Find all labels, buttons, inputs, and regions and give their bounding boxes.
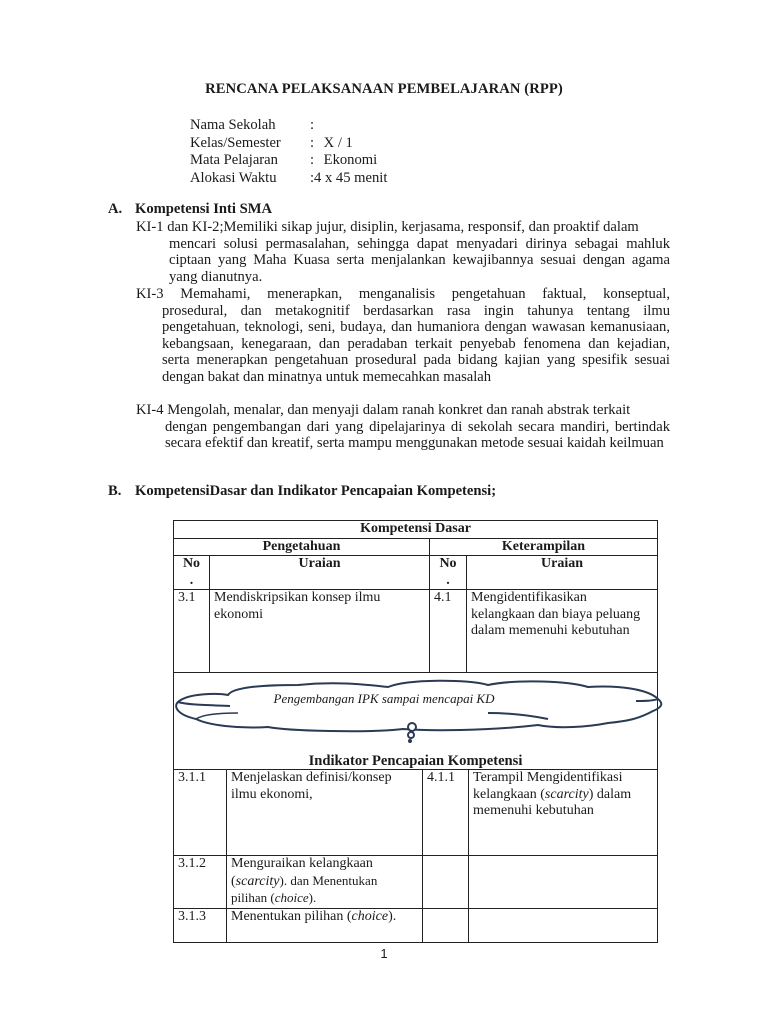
kd-number: 3.1	[174, 590, 210, 673]
info-row-subject	[190, 152, 387, 170]
kd-description: Mengidentifikasikan kelangkaan dan biaya peluang dalam memenuhi kebutuhan	[467, 590, 658, 673]
table-group-row	[174, 538, 658, 556]
ipk-number	[423, 908, 469, 942]
table-row	[174, 590, 658, 673]
column-header-no: No .	[430, 556, 467, 590]
table-row	[174, 856, 658, 909]
page-number: 1	[380, 946, 388, 961]
info-block	[190, 117, 387, 187]
info-separator: :	[310, 169, 315, 186]
ki-3-paragraph	[136, 286, 670, 386]
ipk-number: 3.1.3	[174, 908, 227, 942]
info-separator: :	[310, 134, 315, 151]
info-value: 4 x 45 menit	[314, 169, 388, 186]
cloud-callout-text: Pengembangan IPK sampai mencapai KD	[273, 691, 495, 706]
info-label: Kelas/Semester	[190, 134, 281, 151]
ki-1-2-paragraph	[136, 219, 670, 285]
section-title: KompetensiDasar dan Indikator Pencapaian Kompetensi;	[135, 483, 497, 499]
ki-continuation: mencari solusi permasalahan, sehingga dapat menyadari dirinya sebagai mahluk ciptaan yang Maha Kuasa serta menjalankan kewajibannya sesuai dengan agama yang dianutnya.	[169, 235, 670, 285]
ki-continuation: dengan pengembangan dari yang dipelajarinya di sekolah secara mandiri, bertindak secara efektif dan kreatif, serta mampu menggunakan metode sesuai kaidah keilmuan	[165, 418, 670, 452]
column-header-uraian: Uraian	[210, 556, 430, 590]
section-title: Kompetensi Inti SMA	[135, 201, 273, 217]
ki-first-line: KI-3 Memahami, menerapkan, menganalisis pengetahuan faktual, konseptual,	[136, 286, 670, 302]
info-separator: :	[310, 117, 315, 133]
column-header-no: No .	[174, 556, 210, 590]
ipk-description: Terampil Mengidentifikasi kelangkaan (scarcity) dalam memenuhi kebutuhan	[469, 770, 658, 856]
ipk-table	[173, 769, 658, 943]
info-label: Nama Sekolah	[190, 117, 276, 133]
ipk-number: 3.1.1	[174, 770, 227, 856]
table-header-row	[174, 556, 658, 590]
info-row-class	[190, 135, 387, 153]
section-letter: B.	[108, 483, 122, 499]
table-title-row	[174, 521, 658, 539]
table-row	[174, 770, 658, 856]
group-pengetahuan: Pengetahuan	[174, 538, 430, 556]
ki-first-line: KI-4 Mengolah, menalar, dan menyaji dalam ranah konkret dan ranah abstrak terkait	[136, 402, 631, 418]
kd-description: Mendiskripsikan konsep ilmu ekonomi	[210, 590, 430, 673]
cloud-callout-icon	[168, 673, 668, 753]
kompetensi-dasar-table	[173, 520, 658, 673]
section-a-heading	[108, 201, 272, 218]
ipk-title: Indikator Pencapaian Kompetensi	[308, 753, 523, 769]
ki-first-line: KI-1 dan KI-2;Memiliki sikap jujur, disiplin, kerjasama, responsif, dan proaktif dalam	[136, 219, 639, 235]
info-value: Ekonomi	[320, 152, 378, 168]
ipk-description: Menguraikan kelangkaan (scarcity). dan Menentukan pilihan (choice).	[227, 856, 423, 909]
ipk-number	[423, 856, 469, 909]
info-label: Mata Pelajaran	[190, 152, 278, 168]
table-row	[174, 908, 658, 942]
kd-number: 4.1	[430, 590, 467, 673]
info-separator: :	[310, 152, 315, 168]
ki-4-paragraph	[136, 402, 670, 452]
document-title: RENCANA PELAKSANAAN PEMBELAJARAN (RPP)	[205, 81, 563, 97]
group-keterampilan: Keterampilan	[430, 538, 658, 556]
ipk-description	[469, 908, 658, 942]
info-value: X / 1	[320, 134, 353, 151]
ipk-number: 3.1.2	[174, 856, 227, 909]
section-letter: A.	[108, 201, 123, 217]
table-title: Kompetensi Dasar	[174, 521, 658, 539]
ipk-description	[469, 856, 658, 909]
ipk-description: Menjelaskan definisi/konsep ilmu ekonomi,	[227, 770, 423, 856]
info-row-time	[190, 170, 387, 188]
ki-continuation: prosedural, dan metakognitif berdasarkan rasa ingin tahunya tentang ilmu pengetahuan, teknologi, seni, budaya, dan humaniora dengan wawasan kemanusiaan, kebangsaan, kenegaraan, dan peradaban terkait penyebab fenomena dan kejadian, serta menerapkan pengetahuan prosedural pada bidang kajian yang spesifik sesuai dengan bakat dan minatnya untuk memecahkan masalah	[162, 302, 670, 385]
ipk-description: Menentukan pilihan (choice).	[227, 908, 423, 942]
info-label: Alokasi Waktu	[190, 169, 277, 186]
info-row-school	[190, 117, 387, 135]
ipk-number: 4.1.1	[423, 770, 469, 856]
section-b-heading	[108, 483, 496, 500]
column-header-uraian: Uraian	[467, 556, 658, 590]
